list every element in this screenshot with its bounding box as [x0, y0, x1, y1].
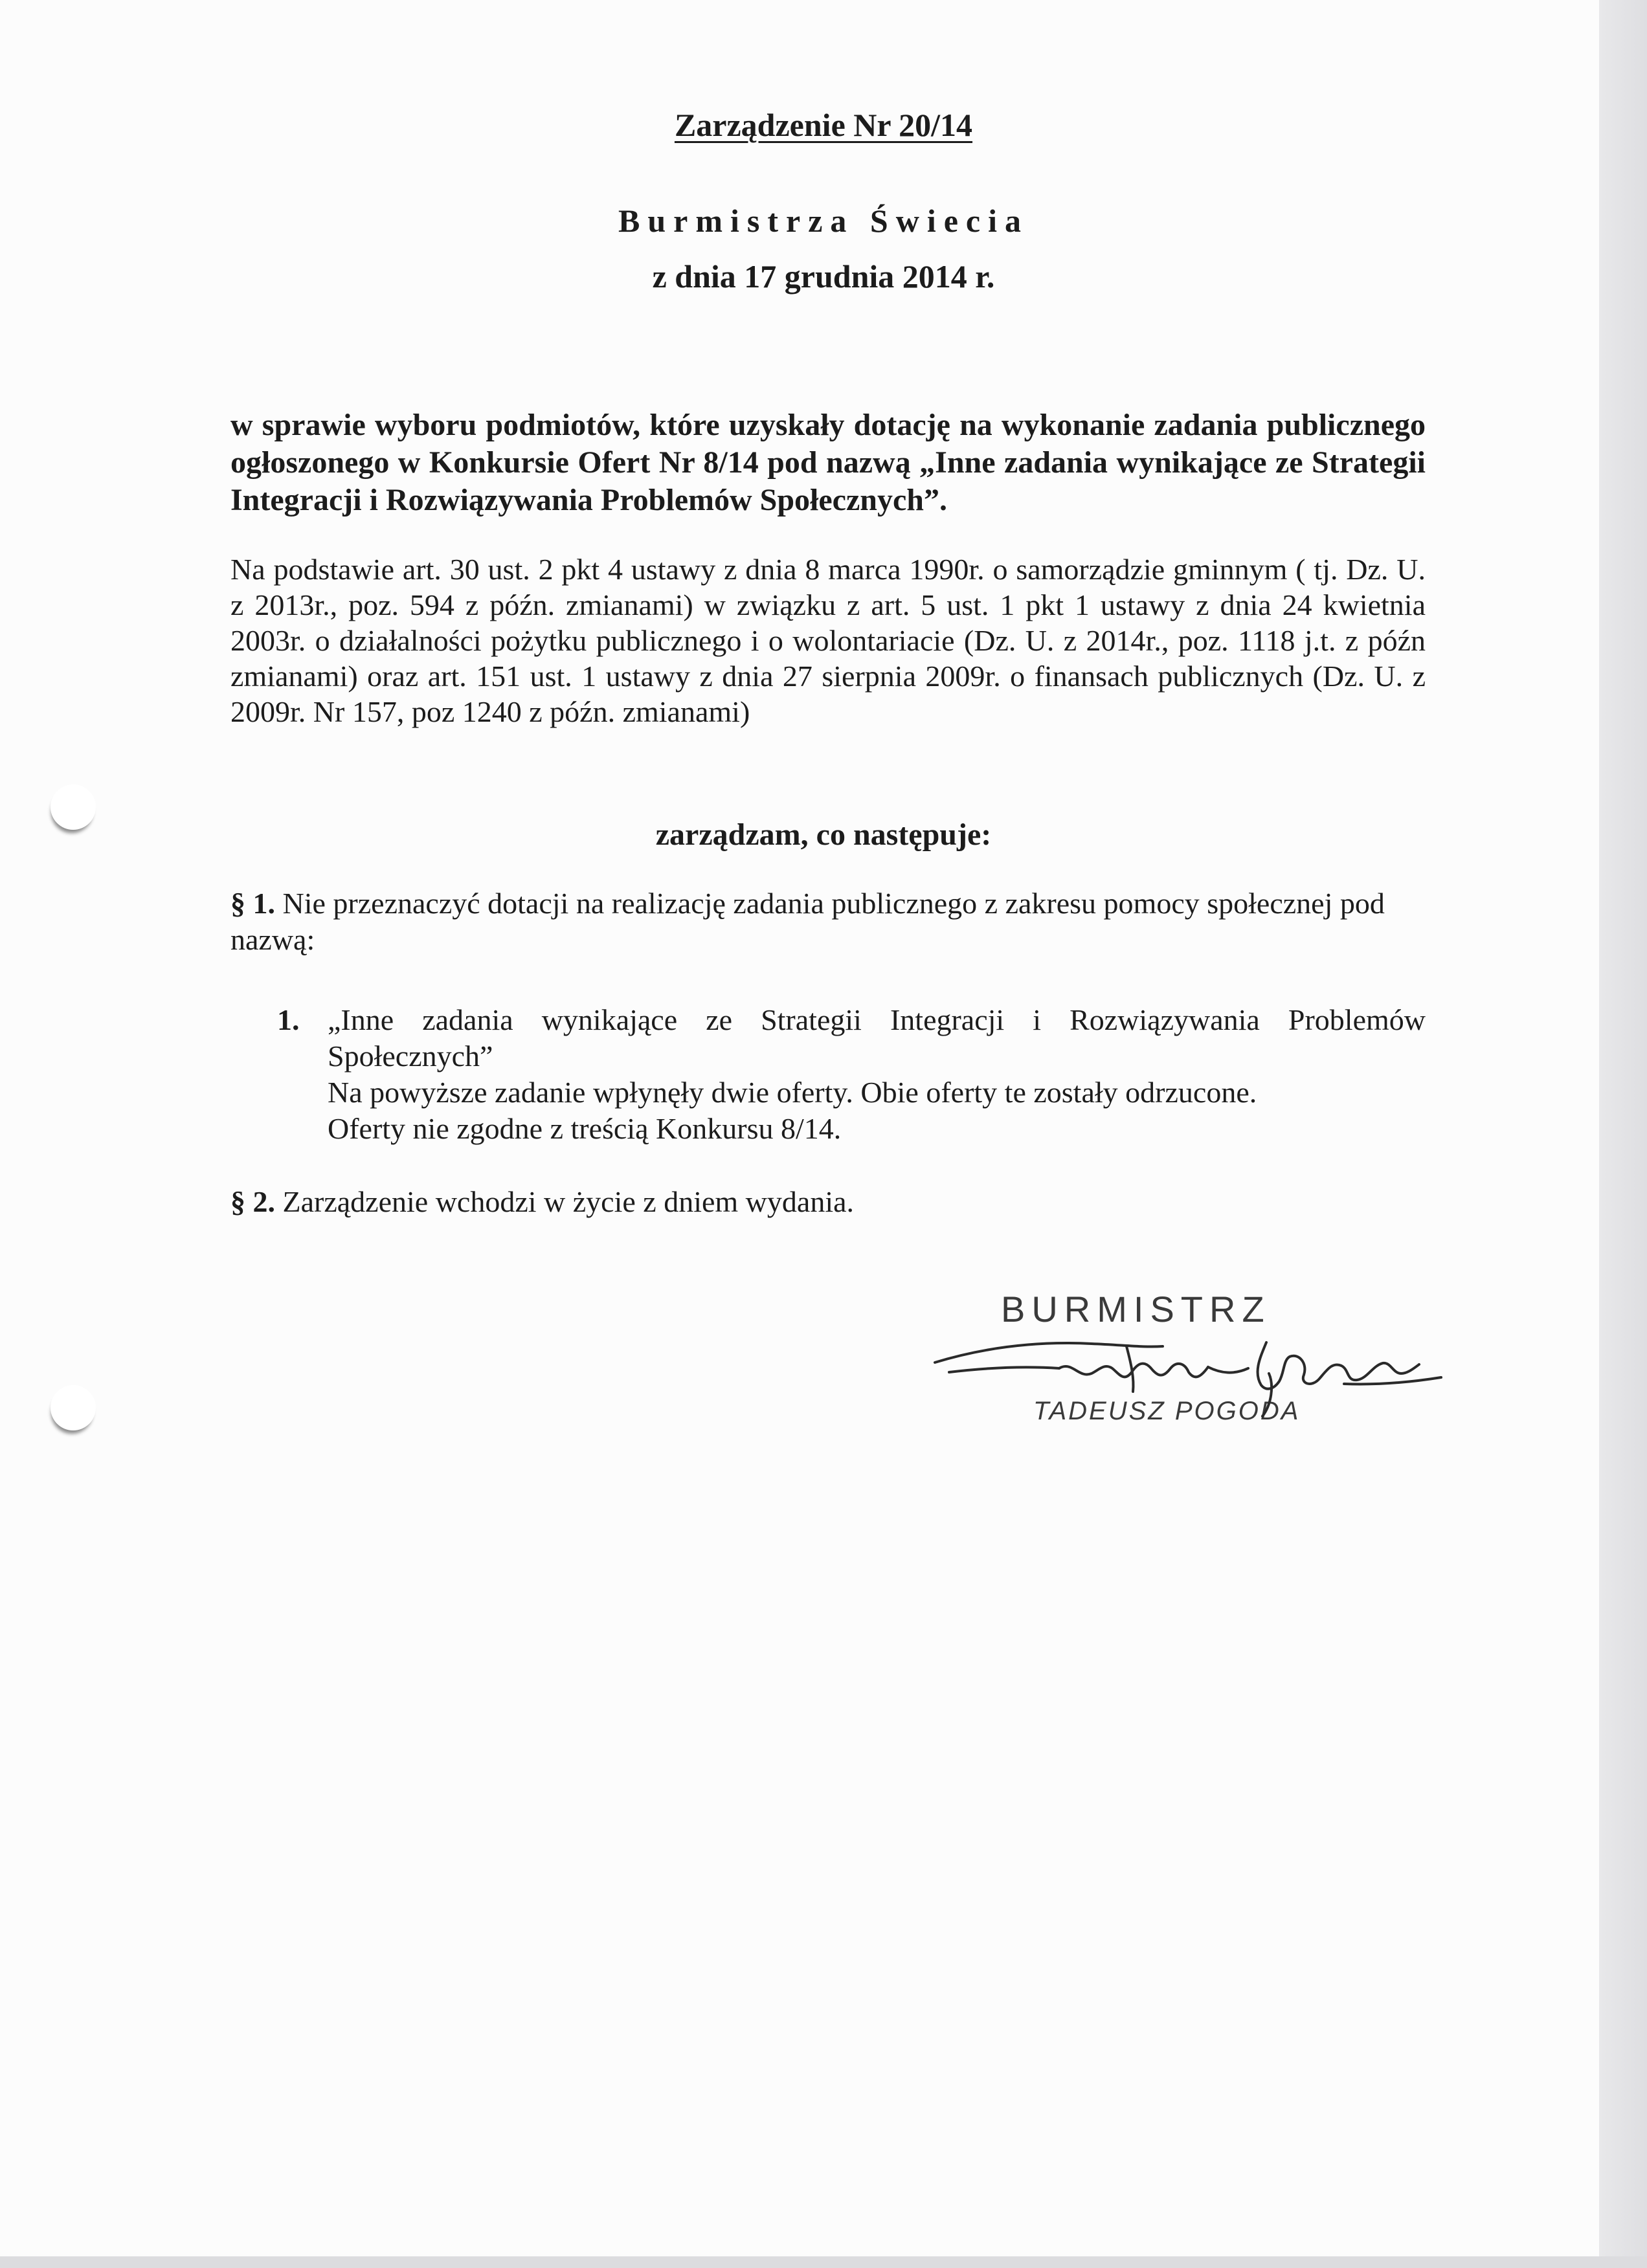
- paragraph-1: [230, 885, 1426, 958]
- list-item-title-line-2: Społecznych”: [328, 1040, 493, 1073]
- document-subject: w sprawie wyboru podmiotów, które uzyskały dotację na wykonanie zadania publicznego ogłoszonego w Konkursie Ofert Nr 8/14 pod nazwą „Inne zadania wynikające ze Strategii Integracji i Rozwiązywania Problemów Społecznych”.: [230, 408, 1426, 517]
- list-item: [277, 1002, 1426, 1147]
- scan-edge-right: [1599, 0, 1647, 2268]
- legal-basis: Na podstawie art. 30 ust. 2 pkt 4 ustawy z dnia 8 marca 1990r. o samorządzie gminnym ( tj. Dz. U. z 2013r., poz. 594 z późn. zmianami) w związku z art. 5 ust. 1 pkt 1 ustawy z dnia 24 kwietnia 2003r. o działalności pożytku publicznego i o wolontariacie (Dz. U. z 2014r., poz. 1118 j.t. z późn zmianami) oraz art. 151 ust. 1 ustawy z dnia 27 sierpnia 2009r. o finansach publicznych (Dz. U. z 2009r. Nr 157, poz 1240 z późn. zmianami): [230, 553, 1426, 728]
- stamp-title: BURMISTRZ: [1001, 1289, 1271, 1329]
- list-item-offers-note: Na powyższe zadanie wpłynęły dwie oferty. Obie oferty te zostały odrzucone.: [328, 1076, 1257, 1109]
- paragraph-1-sign: § 1.: [230, 887, 275, 920]
- document-issuer: Burmistrza Świecia: [618, 203, 1029, 239]
- paragraph-2-sign: § 2.: [230, 1185, 275, 1218]
- scan-edge-bottom: [0, 2256, 1647, 2268]
- list-item-number: 1.: [277, 1003, 300, 1036]
- document-number: Zarządzenie Nr 20/14: [674, 107, 973, 143]
- list-item-title-line-1: „Inne zadania wynikające ze Strategii Integracji i Rozwiązywania Problemów: [328, 1003, 1426, 1036]
- decree-phrase: zarządzam, co następuje:: [655, 817, 992, 852]
- punch-hole-bottom: [50, 1385, 96, 1430]
- stamp-name: TADEUSZ POGODA: [1033, 1397, 1301, 1425]
- document-date: z dnia 17 grudnia 2014 r.: [652, 258, 995, 295]
- mayor-stamp: [930, 1288, 1448, 1443]
- list-item-body: [328, 1002, 1426, 1147]
- list-item-rejection-reason: Oferty nie zgodne z treścią Konkursu 8/14.: [328, 1112, 842, 1145]
- paragraph-1-text: Nie przeznaczyć dotacji na realizację zadania publicznego z zakresu pomocy społecznej pod nazwą:: [230, 887, 1385, 956]
- paragraph-2: [230, 1184, 854, 1219]
- paragraph-2-text: Zarządzenie wchodzi w życie z dniem wydania.: [282, 1185, 855, 1218]
- handwritten-signature: [930, 1301, 1448, 1424]
